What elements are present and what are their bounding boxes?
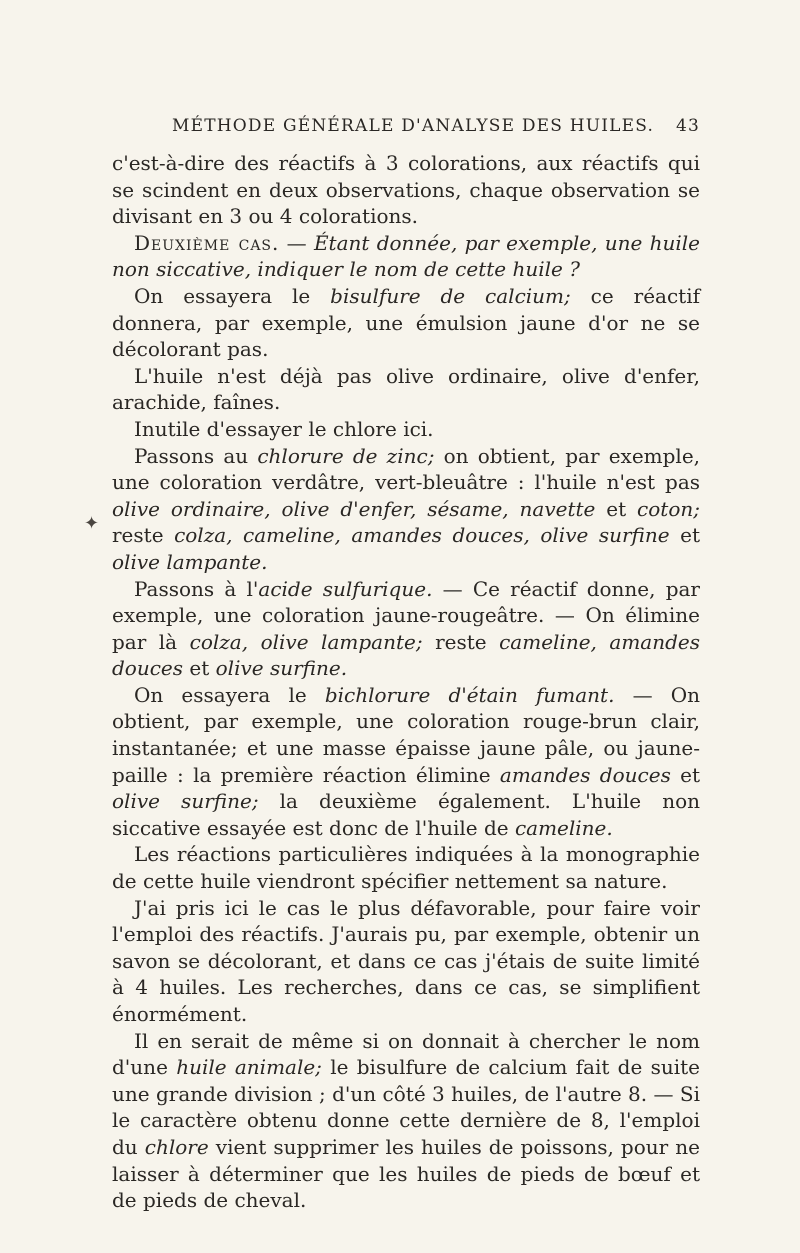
italic-phrase: coton; [637,496,700,521]
paragraph [112,443,700,576]
paragraph [112,895,700,1028]
running-head [112,112,700,142]
body-text [112,150,700,1214]
italic-phrase: olive ordinaire, olive d'enfer, sésame, navette [112,496,596,521]
text-run: reste [422,629,500,654]
paragraph [112,150,700,230]
text-run: — [279,230,314,255]
text-run: et [669,523,701,548]
text-run: et [183,656,216,681]
text-run: on obtient, par exemple, une coloration verdâtre, vert-bleuâtre : l'huile n'est pas [112,443,701,495]
paragraph [112,283,700,363]
paragraph [112,416,700,443]
italic-phrase: chlorure de zinc; [257,443,435,468]
text-run: Les réactions particulières indiquées à la monographie de cette huile viendront spécifier nettement sa nature. [112,842,700,894]
text-run: J'ai pris ici le cas le plus défavorable, pour faire voir l'emploi des réactifs. J'aurais pu, par exemple, obtenir un savon se décolorant, et dans ce cas j'étais de suite limité à 4 huiles. Les recherches, dans ce cas, se simplifient énormément. [112,895,700,1026]
text-run: le bisulfure de calcium fait de suite une grande division ; d'un côté 3 huiles, de l'autre 8. — Si le caractère obtenu donne cette dernière de 8, l'emploi du [112,1055,700,1159]
italic-phrase: acide sulfurique. [258,576,433,601]
italic-phrase: huile animale; [176,1055,322,1080]
text-run: c'est-à-dire des réactifs à 3 colorations, aux réactifs qui se scindent en deux observations, chaque observation se divisant en 3 ou 4 colorations. [112,151,700,229]
paragraph [112,363,700,416]
page-number: 43 [675,116,700,136]
running-title: MÉTHODE GÉNÉRALE D'ANALYSE DES HUILES. [172,116,655,136]
italic-phrase: colza, cameline, amandes douces, olive surfine [174,523,670,548]
italic-phrase: bisulfure de calcium; [330,283,571,308]
italic-phrase: olive surfine. [215,656,348,681]
text-run: la deuxième également. L'huile non siccative essayée est donc de l'huile de [112,789,700,840]
paragraph [112,230,700,283]
text-run: vient supprimer les huiles de poissons, pour ne laisser à déterminer que les huiles de pieds de bœuf et de pieds de cheval. [112,1134,701,1213]
italic-phrase: olive surfine; [112,789,259,814]
text-run: L'huile n'est déjà pas olive ordinaire, olive d'enfer, arachide, faînes. [112,363,700,415]
italic-phrase: bichlorure d'étain fumant. [324,682,615,707]
section-label: Deuxième cas. [134,230,280,255]
italic-phrase: cameline, amandes douces [112,629,701,681]
text-run: et [670,762,701,787]
italic-phrase: cameline. [514,815,613,840]
text-run: — Ce réactif donne, par exemple, une coloration jaune-rougeâtre. — On élimine par là [112,576,700,654]
paragraph [112,576,700,682]
text-run: et [595,496,638,521]
text-run: Inutile d'essayer le chlore ici. [134,416,434,441]
italic-phrase: chlore [144,1134,209,1159]
text-run: Passons à l' [134,576,259,601]
margin-mark: ✦ [84,513,100,534]
text-run: On essayera le [134,682,325,707]
text-run: reste [112,523,175,548]
text-run: — On obtient, par exemple, une coloration rouge-brun clair, instantanée; et une masse épaisse jaune pâle, ou jaune-paille : la première réaction élimine [112,682,700,787]
paragraph [112,841,700,894]
italic-phrase: amandes douces [499,762,671,787]
italic-phrase: colza, olive lampante; [189,629,423,654]
text-run: ce réactif donnera, par exemple, une émulsion jaune d'or ne se décolorant pas. [112,283,700,362]
text-run: Passons au [134,443,258,468]
paragraph [112,1028,700,1214]
italic-phrase: olive lampante. [112,549,268,574]
text-run: Il en serait de même si on donnait à chercher le nom d'une [112,1028,700,1080]
text-run: On essayera le [134,283,331,308]
paragraph [112,682,700,842]
italic-phrase: Étant donnée, par exemple, une huile non siccative, indiquer le nom de cette huile ? [112,230,701,282]
